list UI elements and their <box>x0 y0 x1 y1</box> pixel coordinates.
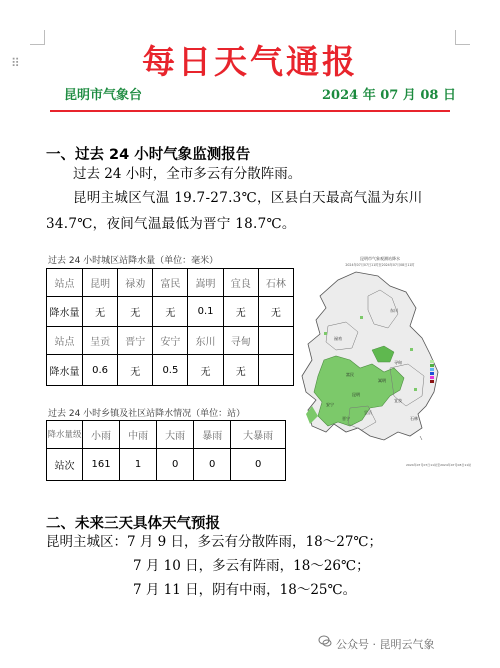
station-count: 161 <box>83 449 120 481</box>
rain-dot <box>410 348 413 351</box>
precipitation-map <box>298 256 472 474</box>
precip-value: 无 <box>188 355 223 386</box>
legend-swatch <box>430 364 434 367</box>
station-header: 站点 <box>47 269 83 297</box>
station-name: 昆明 <box>83 269 118 297</box>
station-name: 安宁 <box>153 327 188 355</box>
north-arrow-icon <box>420 436 422 440</box>
map-label-shilin: 石林 <box>410 416 418 421</box>
forecast-line: 7 月 10 日，多云有阵雨，18～26℃； <box>133 558 370 574</box>
precip-value: 无 <box>258 296 293 327</box>
precip-value: 无 <box>83 296 118 327</box>
table-row <box>47 296 294 327</box>
map-label-xundian: 寻甸 <box>394 360 402 365</box>
map-label-kunming: 昆明 <box>352 392 360 397</box>
precip-table <box>46 268 294 386</box>
legend-swatch <box>430 380 434 383</box>
precip-value: 无 <box>118 296 153 327</box>
legend-swatch <box>430 372 434 375</box>
page-title: 每日天气通报 <box>142 42 358 81</box>
map-label-luquan: 禄劝 <box>334 336 342 341</box>
table-row <box>47 355 294 386</box>
map-label-dongchuan: 东川 <box>390 308 398 313</box>
map-title: 昆明市气象观测站降水 <box>360 256 400 261</box>
rain-level: 小雨 <box>83 421 120 449</box>
station-name: 晋宁 <box>118 327 153 355</box>
map-label-fumin: 富民 <box>346 372 354 377</box>
map-label-yiliang: 宜良 <box>394 398 402 403</box>
station-name: 宜良 <box>223 269 258 297</box>
rain-dot <box>360 316 363 319</box>
precip-table-caption: 过去 24 小时城区站降水量（单位：毫米） <box>48 256 219 266</box>
issuer-label: 昆明市气象台 <box>64 88 143 103</box>
amount-header: 降水量 <box>47 355 83 386</box>
map-label-songming: 嵩明 <box>378 378 386 383</box>
level-corner-header: 降水量级 <box>47 421 83 449</box>
map-footnote: 2024年07月07日11时至2024年07月08日11时 <box>406 463 472 467</box>
table-row <box>47 421 286 449</box>
station-header: 站点 <box>47 327 83 355</box>
station-count: 0 <box>231 449 286 481</box>
summary-paragraph: 过去 24 小时，全市多云有分散阵雨。 <box>73 166 302 182</box>
station-name: 禄劝 <box>118 269 153 297</box>
temperature-paragraph: 昆明主城区气温 19.7-27.3℃，区县白天最高气温为东川 34.7℃，夜间气温最低为晋宁 18.7℃。 <box>46 190 423 232</box>
station-count: 0 <box>157 449 194 481</box>
rain-level: 大暴雨 <box>231 421 286 449</box>
station-name: 石林 <box>258 269 293 297</box>
map-subtitle: 2024年07月07日11时至2024年07月08日11时 <box>345 263 415 267</box>
station-name: 富民 <box>153 269 188 297</box>
table-row <box>47 327 294 355</box>
rain-dot <box>414 388 417 391</box>
legend-swatch <box>430 368 434 371</box>
wechat-icon <box>318 634 332 648</box>
legend-swatch <box>430 376 434 379</box>
forecast-line: 7 月 11 日，阴有中雨，18～25℃。 <box>133 582 357 598</box>
precip-value: 无 <box>118 355 153 386</box>
station-count: 0 <box>194 449 231 481</box>
station-name: 东川 <box>188 327 223 355</box>
empty-cell <box>258 355 293 386</box>
station-name: 嵩明 <box>188 269 223 297</box>
station-count: 1 <box>120 449 157 481</box>
town-precip-table <box>46 420 286 481</box>
precip-value: 无 <box>153 296 188 327</box>
count-header: 站次 <box>47 449 83 481</box>
empty-cell <box>258 327 293 355</box>
precip-value: 无 <box>223 355 258 386</box>
map-label-anning: 安宁 <box>326 402 334 407</box>
forecast-line: 昆明主城区：7 月 9 日，多云有分散阵雨，18～27℃； <box>46 534 383 550</box>
rain-level: 中雨 <box>120 421 157 449</box>
table-row <box>47 269 294 297</box>
precip-value: 无 <box>223 296 258 327</box>
station-name: 呈贡 <box>83 327 118 355</box>
amount-header: 降水量 <box>47 296 83 327</box>
rain-level: 大雨 <box>157 421 194 449</box>
map-label-jinning: 晋宁 <box>342 416 350 421</box>
rain-level: 暴雨 <box>194 421 231 449</box>
report-date: 2024 年 07 月 08 日 <box>322 88 456 103</box>
table-row <box>47 449 286 481</box>
precip-value: 0.5 <box>153 355 188 386</box>
header-divider <box>50 110 450 112</box>
map-label-chenggong: 呈贡 <box>364 410 372 415</box>
section-heading-forecast: 二、未来三天具体天气预报 <box>46 516 220 532</box>
precip-value: 0.6 <box>83 355 118 386</box>
section-heading-observation: 一、过去 24 小时气象监测报告 <box>46 147 251 163</box>
town-table-caption: 过去 24 小时乡镇及社区站降水情况（单位：站） <box>48 409 246 419</box>
station-name: 寻甸 <box>223 327 258 355</box>
precip-value: 0.1 <box>188 296 223 327</box>
watermark: 公众号 · 昆明云气象 <box>336 638 435 651</box>
legend-swatch <box>430 360 434 363</box>
drag-handle-icon[interactable]: ⠿ <box>11 56 20 70</box>
rain-dot <box>324 332 327 335</box>
